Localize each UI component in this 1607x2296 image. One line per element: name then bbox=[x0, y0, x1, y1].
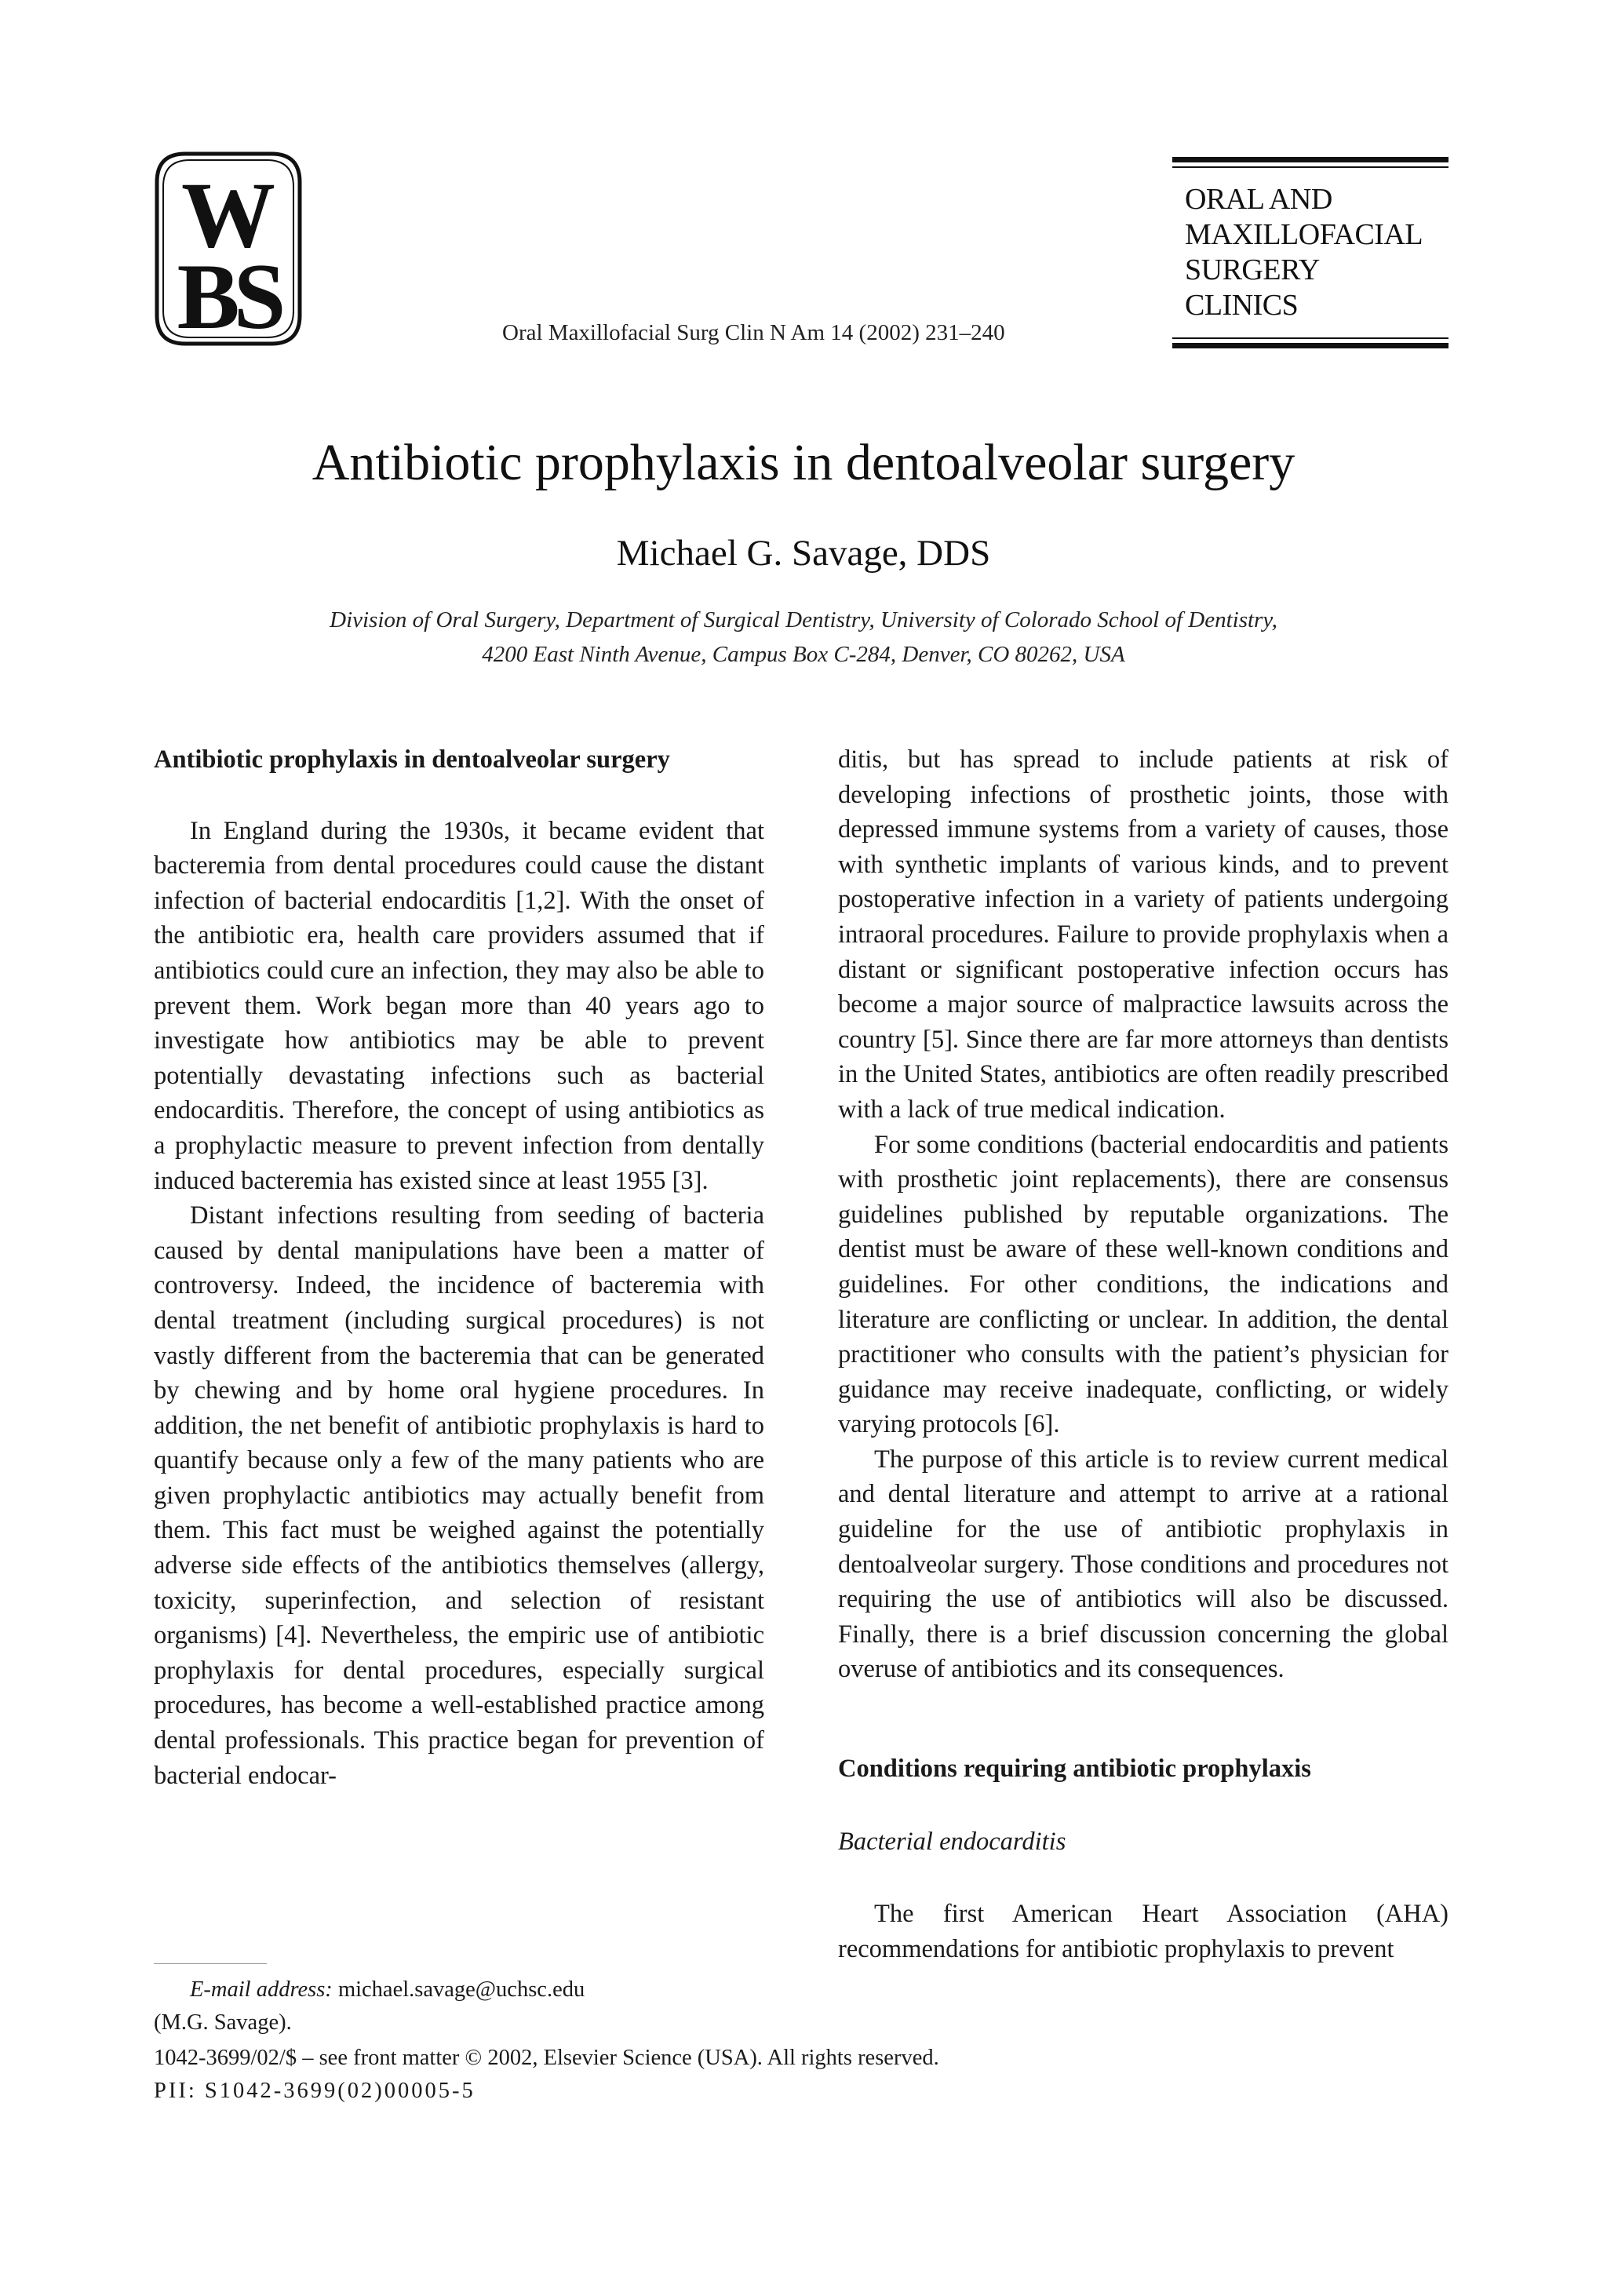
publisher-logo bbox=[154, 151, 303, 347]
body-paragraph: The purpose of this article is to review current medical and dental literature and attempt to arrive at a rational guideline for the use of antibiotic prophylaxis in dentoalveolar surgery. Those conditions and procedures not requiring the use of antibiotics will also be discussed. Finally, there is a brief discussion concerning the global overuse of antibiotics and its consequences. bbox=[838, 1445, 1448, 1684]
journal-name-line: SURGERY bbox=[1185, 253, 1320, 286]
journal-name-line: MAXILLOFACIAL bbox=[1185, 218, 1423, 251]
article-author: Michael G. Savage, DDS bbox=[616, 533, 991, 574]
affiliation-line: Division of Oral Surgery, Department of Surgical Dentistry, University of Colorado School of Dentistry, bbox=[330, 607, 1277, 632]
svg-text:BS: BS bbox=[177, 244, 280, 347]
body-paragraph: For some conditions (bacterial endocarditis and patients with prosthetic joint replacements), there are consensus guidelines published by reputable organizations. The dentist must be aware of these well-known conditions and guidelines. For other conditions, the indications and literature are conflicting or unclear. In addition, the dental practitioner who consults with the patient’s physician for guidance may receive inadequate, conflicting, or widely varying protocols [6]. bbox=[838, 1130, 1448, 1439]
article-title: Antibiotic prophylaxis in dentoalveolar surgery bbox=[312, 434, 1295, 491]
journal-rule-top bbox=[1172, 157, 1448, 162]
author-initials: (M.G. Savage). bbox=[154, 2010, 292, 2035]
journal-name-line: CLINICS bbox=[1185, 289, 1299, 322]
author-affiliation bbox=[0, 603, 1607, 672]
body-paragraph: Distant infections resulting from seeding of bacteria caused by dental manipulations have been a matter of controversy. Indeed, the incidence of bacteremia with dental treatment (including surgical procedures) is not vastly different from the bacteremia that can be generated by chewing and by home oral hygiene procedures. In addition, the net benefit of antibiotic prophylaxis is hard to quantify because only a few of the many patients who are given prophylactic antibiotics may actually benefit from them. This fact must be weighed against the potentially adverse side effects of the antibiotics themselves (allergy, toxicity, superinfection, and selection of resistant organisms) [4]. Nevertheless, the empiric use of antibiotic prophylaxis for dental procedures, especially surgical procedures, has become a well-established practice among dental professionals. This practice began for prevention of bacterial endocar- bbox=[154, 1201, 764, 1790]
journal-name-block bbox=[1172, 157, 1448, 348]
email-address: michael.savage@uchsc.edu bbox=[337, 1977, 585, 2002]
journal-name-line: ORAL AND bbox=[1185, 183, 1332, 216]
footnote-rule bbox=[154, 1963, 267, 1964]
section-heading: Conditions requiring antibiotic prophylaxis bbox=[838, 1755, 1311, 1784]
journal-rule-bottom bbox=[1172, 343, 1448, 348]
subsection-heading: Bacterial endocarditis bbox=[838, 1827, 1066, 1856]
email-label: E-mail address: bbox=[190, 1977, 333, 2002]
body-paragraph: In England during the 1930s, it became evident that bacteremia from dental procedures could cause the distant infection of bacterial endocarditis [1,2]. With the onset of the antibiotic era, health care providers assumed that if antibiotics could cure an infection, they may also be able to prevent them. Work began more than 40 years ago to investigate how antibiotics may be able to prevent potentially devastating infections such as bacterial endocarditis. Therefore, the concept of using antibiotics as a prophylactic measure to prevent infection from dentally induced bacteremia has existed since at least 1955 [3]. bbox=[154, 816, 764, 1195]
journal-rule-thin-bottom bbox=[1172, 337, 1448, 339]
copyright-line: 1042-3699/02/$ – see front matter © 2002, Elsevier Science (USA). All rights reserved. bbox=[154, 2046, 939, 2070]
pii-line: PII: S1042-3699(02)00005-5 bbox=[154, 2079, 476, 2103]
body-paragraph: ditis, but has spread to include patients at risk of developing infections of prosthetic joints, those with depressed immune systems from a variety of causes, those with synthetic implants of various kinds, and to prevent postoperative infection in a variety of patients undergoing intraoral procedures. Failure to provide prophylaxis when a distant or significant postoperative infection occurs has become a major source of malpractice lawsuits across the country [5]. Since there are far more attorneys than dentists in the United States, antibiotics are often readily prescribed with a lack of true medical indication. bbox=[838, 745, 1448, 1124]
svg-text:W: W bbox=[181, 162, 275, 267]
affiliation-line: 4200 East Ninth Avenue, Campus Box C-284, Denver, CO 80262, USA bbox=[482, 642, 1125, 667]
journal-name bbox=[1172, 168, 1448, 337]
copyright-block bbox=[154, 2042, 1252, 2108]
journal-citation: Oral Maxillofacial Surg Clin N Am 14 (2002) 231–240 bbox=[502, 320, 1005, 345]
section-heading: Antibiotic prophylaxis in dentoalveolar surgery bbox=[154, 745, 670, 774]
author-footnote bbox=[154, 1973, 703, 2039]
left-column bbox=[154, 742, 764, 1793]
right-column bbox=[838, 742, 1448, 1966]
body-paragraph: The first American Heart Association (AHA) recommendations for antibiotic prophylaxis to prevent bbox=[838, 1900, 1448, 1963]
